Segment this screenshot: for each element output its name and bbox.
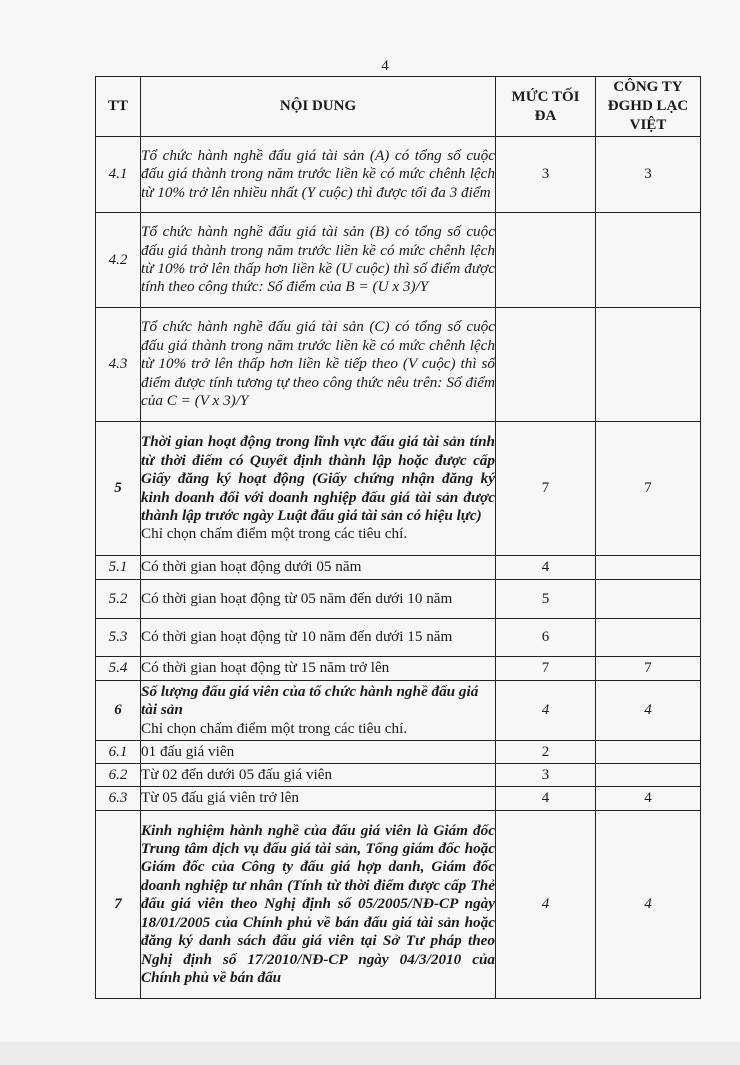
row-max: 2 [496,741,596,764]
row-content: 01 đấu giá viên [141,741,496,764]
row-content: Số lượng đấu giá viên của tổ chức hành nghề đấu giá tài sản Chỉ chọn chấm điểm một trong các tiêu chí. [141,681,496,741]
row-note: Chỉ chọn chấm điểm một trong các tiêu chí. [141,719,408,737]
row-tt: 5.2 [96,580,141,619]
table-row [96,308,701,422]
row-tt: 4.1 [96,137,141,213]
row-max: 4 [496,787,596,811]
table-row [96,657,701,681]
row-tt: 6 [96,681,141,741]
row-content: Tổ chức hành nghề đấu giá tài sản (C) có tổng số cuộc đấu giá thành trong năm trước liền kề có mức chênh lệch từ 10% trở lên thấp hơn liền kề tiếp theo (V cuộc) thì số điểm được tính tương tự theo công thức nêu trên: Số điểm của C = (V x 3)/Y [141,308,496,422]
row-max: 3 [496,137,596,213]
table-header-row [96,77,701,137]
row-content: Có thời gian hoạt động từ 15 năm trở lên [141,657,496,681]
row-tt: 7 [96,811,141,999]
row-score [596,308,701,422]
row-content: Từ 02 đến dưới 05 đấu giá viên [141,764,496,787]
table-row [96,681,701,741]
scoring-table [95,76,701,999]
row-content: Có thời gian hoạt động dưới 05 năm [141,556,496,580]
page-number: 4 [381,58,389,74]
row-max [496,308,596,422]
table-row [96,619,701,657]
table-row [96,811,701,999]
row-score: 4 [596,787,701,811]
row-score [596,556,701,580]
row-note: Chỉ chọn chấm điểm một trong các tiêu chí. [141,525,408,543]
row-tt: 4.3 [96,308,141,422]
row-score [596,580,701,619]
row-tt: 5.3 [96,619,141,657]
row-max: 7 [496,422,596,556]
table-row [96,580,701,619]
table-row [96,787,701,811]
row-max: 3 [496,764,596,787]
row-max: 5 [496,580,596,619]
header-noi-dung: NỘI DUNG [141,77,496,137]
row-score: 4 [596,811,701,999]
row-score: 4 [596,681,701,741]
row-tt: 5.1 [96,556,141,580]
row-tt: 6.1 [96,741,141,764]
row-max: 4 [496,556,596,580]
row-max: 6 [496,619,596,657]
row-content: Tổ chức hành nghề đấu giá tài sản (A) có tổng số cuộc đấu giá thành trong năm trước liền kề có mức chênh lệch từ 10% trở lên nhiều nhất (Y cuộc) thì được tối đa 3 điểm [141,137,496,213]
row-tt: 6.2 [96,764,141,787]
header-cong-ty: CÔNG TY ĐGHD LẠC VIỆT [596,77,701,137]
table-row [96,764,701,787]
table-row [96,556,701,580]
row-max: 4 [496,811,596,999]
header-muc-toi-da: MỨC TỐI ĐA [496,77,596,137]
table-row [96,137,701,213]
row-score: 7 [596,657,701,681]
row-score [596,741,701,764]
row-content: Có thời gian hoạt động từ 05 năm đến dưới 10 năm [141,580,496,619]
row-content: Tổ chức hành nghề đấu giá tài sản (B) có tổng số cuộc đấu giá thành trong năm trước liền kề có mức chênh lệch từ 10% trở lên thấp hơn liền kề (U cuộc) thì số điểm được tính theo công thức: Số điểm của B = (U x 3)/Y [141,213,496,308]
row-tt: 5 [96,422,141,556]
row-content: Có thời gian hoạt động từ 10 năm đến dưới 15 năm [141,619,496,657]
row-content: Từ 05 đấu giá viên trở lên [141,787,496,811]
row-max: 7 [496,657,596,681]
row-tt: 4.2 [96,213,141,308]
header-tt: TT [96,77,141,137]
table-row [96,422,701,556]
row-tt: 6.3 [96,787,141,811]
row-max [496,213,596,308]
table-row [96,741,701,764]
row-tt: 5.4 [96,657,141,681]
row-content: Kinh nghiệm hành nghề của đấu giá viên là Giám đốc Trung tâm dịch vụ đấu giá tài sản, Tổng giám đốc hoặc Giám đốc của Công ty đấu giá hợp danh, Giám đốc doanh nghiệp tư nhân (Tính từ thời điểm được cấp Thẻ đấu giá viên theo Nghị định số 05/2005/NĐ-CP ngày 18/01/2005 của Chính phủ về bán đấu giá tài sản hoặc đăng ký danh sách đấu giá viên tại Sở Tư pháp theo Nghị định số 17/2010/NĐ-CP ngày 04/3/2010 của Chính phủ về bán đấu [141,811,496,999]
table-row [96,213,701,308]
row-score [596,619,701,657]
row-score [596,213,701,308]
row-score [596,764,701,787]
row-content: Thời gian hoạt động trong lĩnh vực đấu giá tài sản tính từ thời điểm có Quyết định thành lập hoặc được cấp Giấy đăng ký hoạt động (Giấy chứng nhận đăng ký kinh doanh đối với doanh nghiệp đấu giá tài sản được thành lập trước ngày Luật đấu giá tài sản có hiệu lực) Chỉ chọn chấm điểm một trong các tiêu chí. [141,422,496,556]
row-score: 3 [596,137,701,213]
row-max: 4 [496,681,596,741]
row-score: 7 [596,422,701,556]
page-bottom-edge [0,1042,740,1065]
